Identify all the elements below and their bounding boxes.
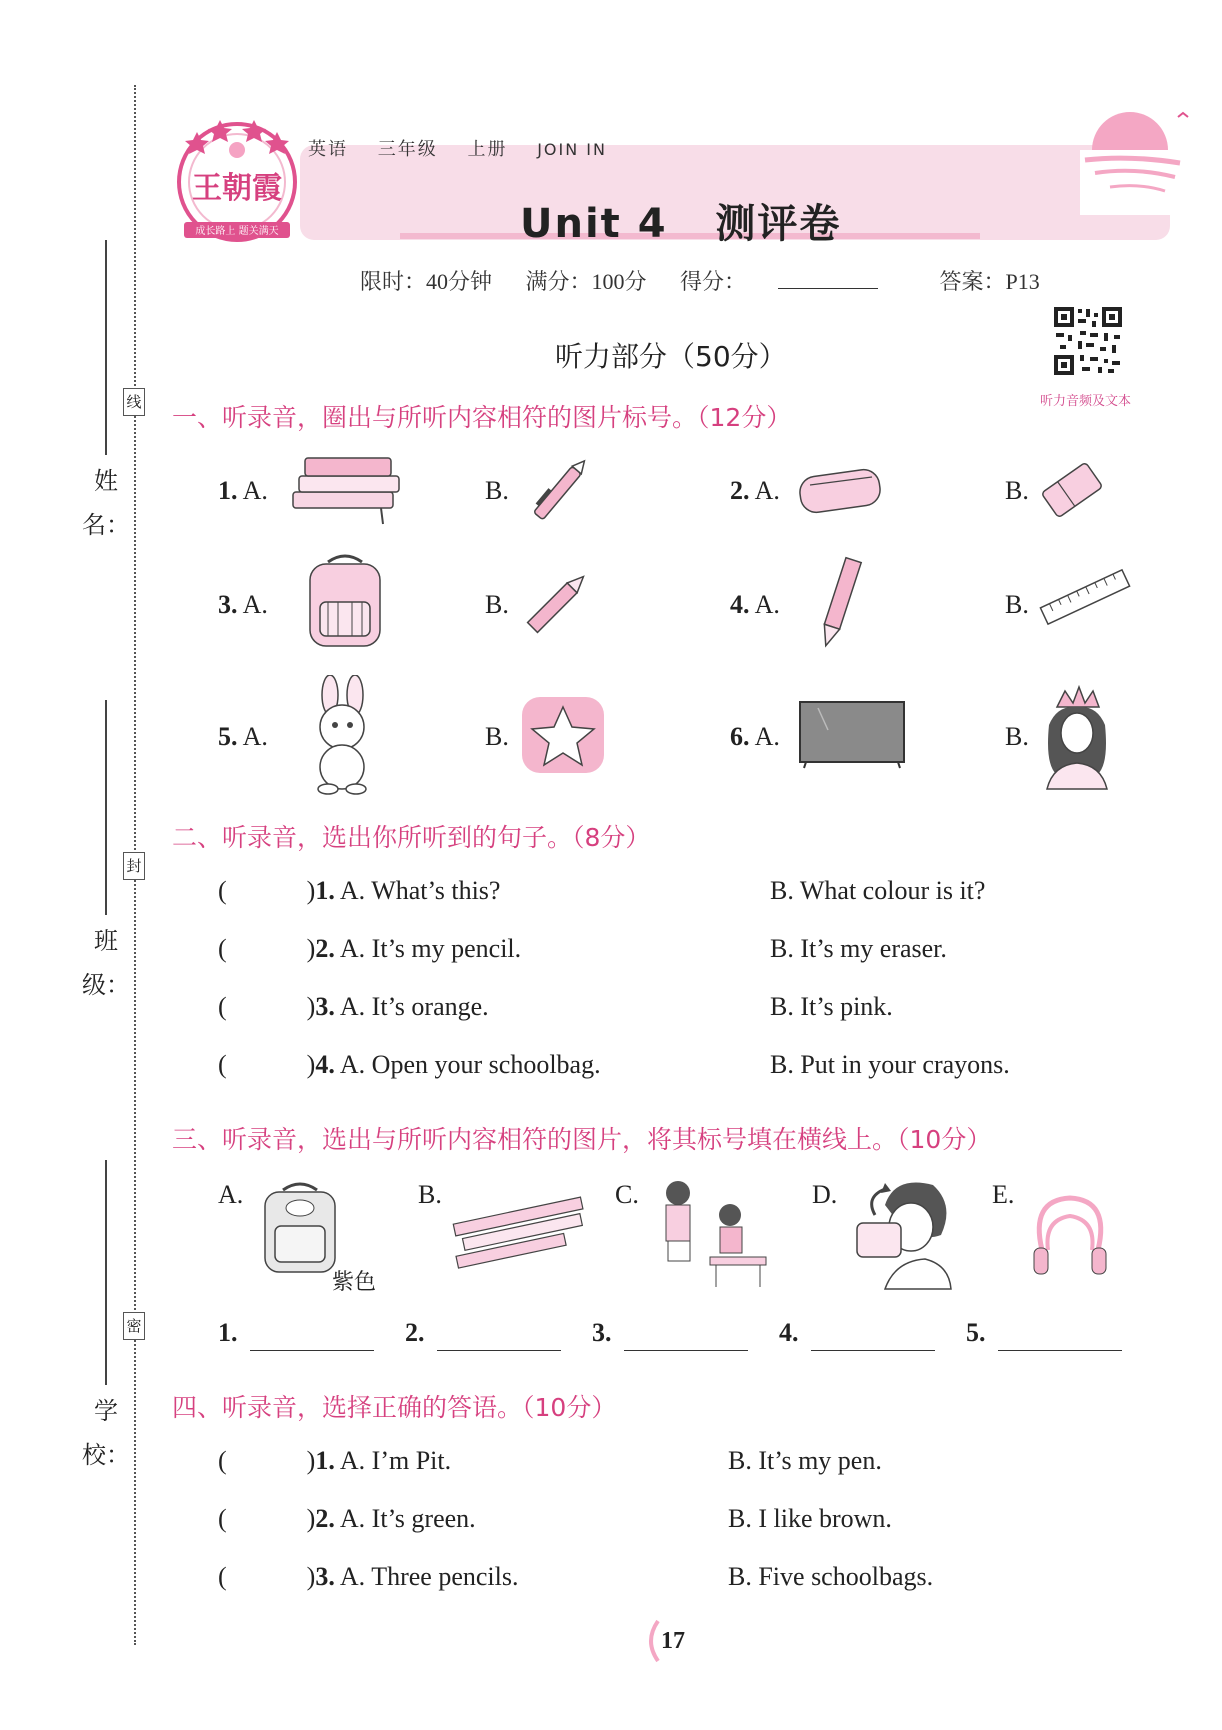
s4-q1-close: ) bbox=[306, 1446, 316, 1475]
s2-row-1 bbox=[218, 876, 500, 906]
name-line[interactable] bbox=[105, 240, 107, 455]
volume: 上册 bbox=[467, 139, 508, 160]
s4-q2-b: B. I like brown. bbox=[728, 1504, 892, 1533]
s2-q1-num: 1. bbox=[315, 876, 335, 905]
s3-blank-3-label: 3. bbox=[592, 1318, 612, 1347]
s1-q3-num: 3. bbox=[218, 590, 238, 619]
purple-schoolbag-icon[interactable] bbox=[255, 1178, 345, 1278]
s2-q4-b: B. Put in your crayons. bbox=[770, 1050, 1010, 1079]
score-label: 得分： bbox=[680, 269, 747, 294]
s4-row-3 bbox=[218, 1562, 518, 1592]
star-icon[interactable] bbox=[518, 693, 608, 778]
s3-blank-2-input[interactable] bbox=[437, 1350, 561, 1351]
s4-q3-close: ) bbox=[306, 1562, 316, 1591]
pencil-case-icon[interactable] bbox=[790, 455, 890, 525]
score-input[interactable] bbox=[778, 268, 878, 289]
s1-q2-num: 2. bbox=[730, 476, 750, 505]
eraser-icon[interactable] bbox=[1035, 455, 1110, 525]
s2-q1-b: B. What colour is it? bbox=[770, 876, 986, 905]
s4-q2-open: ( bbox=[218, 1504, 227, 1533]
full-score: 满分：100分 bbox=[525, 269, 647, 294]
school-label-2: 校： bbox=[82, 1441, 130, 1469]
schoolbag-icon[interactable] bbox=[298, 552, 393, 652]
s1-q4-b: B. bbox=[1005, 590, 1029, 619]
s4-q2-a: A. It’s green. bbox=[334, 1504, 476, 1533]
s1-q4-a: A. bbox=[754, 590, 780, 619]
s1-q6-a: A. bbox=[754, 722, 780, 751]
grade: 三年级 bbox=[377, 139, 438, 160]
s3-blank-1-input[interactable] bbox=[250, 1350, 374, 1351]
s3-option-b-label: B. bbox=[418, 1180, 442, 1209]
s1-q1-a: A. bbox=[242, 476, 268, 505]
s2-q2-a: A. It’s my pencil. bbox=[334, 934, 522, 963]
s4-row-2 bbox=[218, 1504, 476, 1534]
s1-q5-a: A. bbox=[242, 722, 268, 751]
crayon-icon[interactable] bbox=[810, 552, 870, 652]
s2-q1-open: ( bbox=[218, 876, 227, 905]
section2-title: 二、听录音，选出你所听到的句子。（8分） bbox=[172, 823, 651, 852]
s3-option-c-label: C. bbox=[615, 1180, 639, 1209]
s1-q2-a: A. bbox=[754, 476, 780, 505]
section1-title: 一、听录音，圈出与所听内容相符的图片标号。（12分） bbox=[172, 403, 792, 432]
s3-option-d-label: D. bbox=[812, 1180, 838, 1209]
s2-q3-open: ( bbox=[218, 992, 227, 1021]
class-label-2: 级： bbox=[82, 971, 130, 999]
s1-q6-label bbox=[730, 722, 780, 752]
s1-q4-label bbox=[730, 590, 780, 620]
s3-blank-5-input[interactable] bbox=[998, 1350, 1122, 1351]
s2-q4-close: ) bbox=[306, 1050, 316, 1079]
princess-icon[interactable] bbox=[1035, 685, 1120, 790]
s4-q2-num: 2. bbox=[315, 1504, 335, 1533]
s4-q3-open: ( bbox=[218, 1562, 227, 1591]
s1-q3-a: A. bbox=[242, 590, 268, 619]
tv-icon[interactable] bbox=[798, 700, 906, 770]
s2-row-2 bbox=[218, 934, 521, 964]
name-label-1: 姓 bbox=[94, 467, 118, 495]
section4-title: 四、听录音，选择正确的答语。（10分） bbox=[172, 1393, 617, 1422]
s4-q2-close: ) bbox=[306, 1504, 316, 1533]
s2-row-4 bbox=[218, 1050, 601, 1080]
qr-label: 听力音频及文本 bbox=[1040, 394, 1132, 409]
s2-q3-num: 3. bbox=[315, 992, 335, 1021]
books-icon[interactable] bbox=[285, 448, 410, 528]
school-label-1: 学 bbox=[94, 1397, 118, 1425]
s4-q1-b: B. It’s my pen. bbox=[728, 1446, 882, 1475]
bind-mark-seal: 封 bbox=[123, 852, 145, 880]
page-title: Unit 4 测评卷 bbox=[520, 201, 842, 247]
s4-q1-num: 1. bbox=[315, 1446, 335, 1475]
bind-mark-secret: 密 bbox=[123, 1312, 145, 1340]
ruler-icon[interactable] bbox=[1038, 562, 1133, 632]
s2-q2-open: ( bbox=[218, 934, 227, 963]
s1-q6-b: B. bbox=[1005, 722, 1029, 751]
sun-decoration bbox=[1080, 105, 1200, 215]
brand-logo bbox=[172, 110, 302, 250]
s1-q3-b: B. bbox=[485, 590, 509, 619]
s4-row-1 bbox=[218, 1446, 451, 1476]
listening-part-title: 听力部分（50分） bbox=[555, 340, 787, 373]
s1-q1-num: 1. bbox=[218, 476, 238, 505]
s3-blank-4-label: 4. bbox=[779, 1318, 799, 1347]
section3-title: 三、听录音，选出与所听内容相符的图片，将其标号填在横线上。（10分） bbox=[172, 1125, 992, 1154]
class-label-1: 班 bbox=[94, 927, 118, 955]
page-number: 17 bbox=[661, 1628, 685, 1654]
pen-icon[interactable] bbox=[520, 450, 600, 530]
s2-row-3 bbox=[218, 992, 489, 1022]
edition: JOIN IN bbox=[537, 140, 607, 159]
s1-q1-label bbox=[218, 476, 268, 506]
s1-q5-num: 5. bbox=[218, 722, 238, 751]
s1-q5-label bbox=[218, 722, 268, 752]
exam-meta bbox=[360, 265, 1068, 296]
s1-q2-label bbox=[730, 476, 780, 506]
s2-q1-close: ) bbox=[306, 876, 316, 905]
s3-blank-5-label: 5. bbox=[966, 1318, 986, 1347]
s2-q4-num: 4. bbox=[315, 1050, 335, 1079]
logo-text: 王朝霞 bbox=[192, 171, 282, 206]
s2-q3-a: A. It’s orange. bbox=[334, 992, 489, 1021]
s2-q3-b: B. It’s pink. bbox=[770, 992, 893, 1021]
s4-q3-num: 3. bbox=[315, 1562, 335, 1591]
s2-q4-a: A. Open your schoolbag. bbox=[334, 1050, 601, 1079]
time-limit: 限时：40分钟 bbox=[360, 269, 493, 294]
jump-rope-icon[interactable] bbox=[1020, 1190, 1120, 1280]
boy-open-bag-icon[interactable] bbox=[845, 1175, 955, 1290]
s4-q3-b: B. Five schoolbags. bbox=[728, 1562, 934, 1591]
s1-q5-b: B. bbox=[485, 722, 509, 751]
s2-q1-a: A. What’s this? bbox=[334, 876, 501, 905]
s2-q3-close: ) bbox=[306, 992, 316, 1021]
name-label-2: 名： bbox=[82, 511, 130, 539]
class-line[interactable] bbox=[105, 700, 107, 915]
s1-q4-num: 4. bbox=[730, 590, 750, 619]
s4-q3-a: A. Three pencils. bbox=[334, 1562, 519, 1591]
bind-mark-line: 线 bbox=[123, 388, 145, 416]
s3-blank-1-label: 1. bbox=[218, 1318, 238, 1347]
s2-q2-close: ) bbox=[306, 934, 316, 963]
school-line[interactable] bbox=[105, 1160, 107, 1385]
children-table-icon[interactable] bbox=[650, 1175, 770, 1290]
s3-blank-3-input[interactable] bbox=[624, 1350, 748, 1351]
s2-q2-b: B. It’s my eraser. bbox=[770, 934, 947, 963]
s1-q6-num: 6. bbox=[730, 722, 750, 751]
s3-option-a-note: 紫色 bbox=[332, 1269, 377, 1294]
s4-q1-open: ( bbox=[218, 1446, 227, 1475]
qr-code[interactable] bbox=[1052, 305, 1124, 377]
s2-q4-open: ( bbox=[218, 1050, 227, 1079]
s3-option-e-label: E. bbox=[992, 1180, 1015, 1209]
answer-ref: 答案：P13 bbox=[939, 269, 1040, 294]
rulers-icon[interactable] bbox=[452, 1190, 592, 1270]
logo-tagline: 成长路上 题关满天 bbox=[195, 226, 279, 237]
s3-blank-4-input[interactable] bbox=[811, 1350, 935, 1351]
s1-q3-label bbox=[218, 590, 268, 620]
s3-blank-2-label: 2. bbox=[405, 1318, 425, 1347]
s2-q2-num: 2. bbox=[315, 934, 335, 963]
rabbit-icon[interactable] bbox=[300, 675, 385, 795]
s3-option-a-label: A. bbox=[218, 1180, 244, 1209]
s4-q1-a: A. I’m Pit. bbox=[334, 1446, 452, 1475]
series-info bbox=[308, 135, 629, 161]
s1-q2-b: B. bbox=[1005, 476, 1029, 505]
s1-q1-b: B. bbox=[485, 476, 509, 505]
subject: 英语 bbox=[308, 139, 348, 160]
pencil-icon[interactable] bbox=[518, 562, 598, 642]
